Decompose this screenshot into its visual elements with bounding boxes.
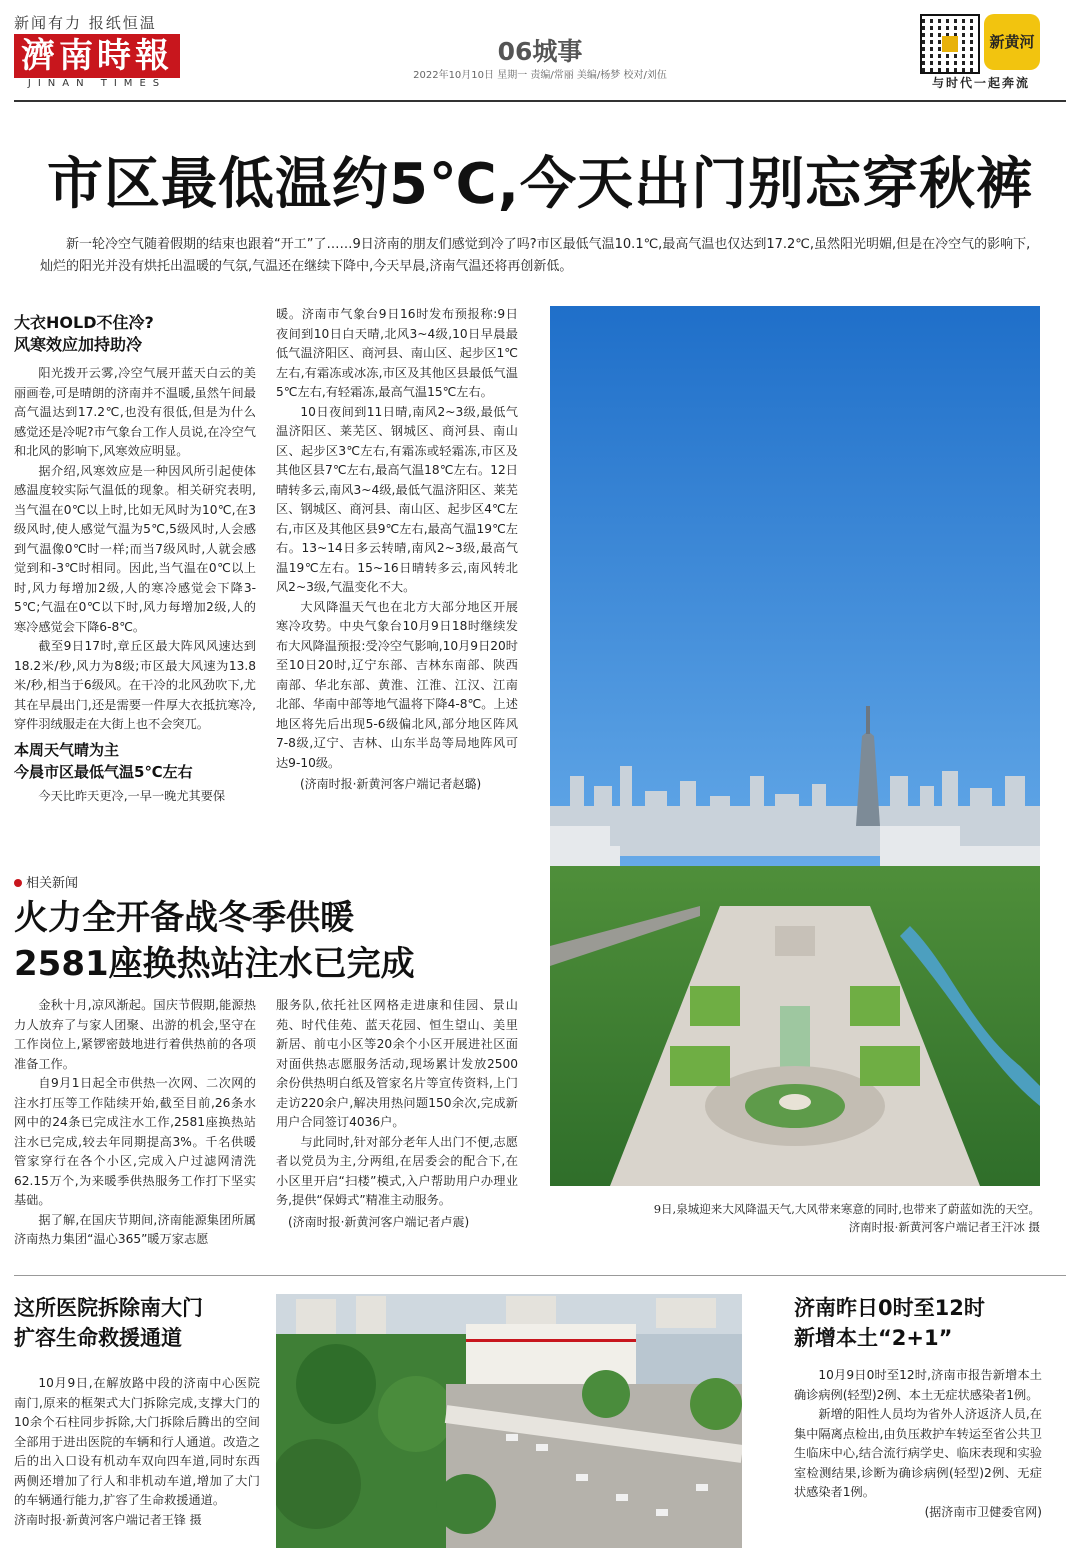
newspaper-logo: 濟南時報: [14, 34, 180, 78]
paragraph: 与此同时,针对部分老年人出门不便,志愿者以党员为主,分两组,在居委会的配合下,在小区里开启“扫楼”模式,入户帮助用户办理业务,提供“保姆式”精准主动服务。: [276, 1134, 518, 1207]
hospital-aerial-photo: [276, 1294, 742, 1548]
subhead-1: 大衣HOLD不住冷? 风寒效应加持助冷: [14, 313, 154, 354]
lead-column-2: [276, 305, 518, 792]
lead-column-1: [14, 312, 256, 806]
paragraph: 截至9日17时,章丘区最大阵风风速达到18.2米/秒,风力为8级;市区最大风速为13.8米/秒,相当于6级风。在干冷的北风劲吹下,尤其在早晨出门,还是需要一件厚大衣抵抗寒冷,穿件羽绒服走在大街上也不会突兀。: [14, 639, 256, 731]
masthead-slogan: 新闻有力 报纸恒温: [14, 14, 157, 32]
paragraph: 服务队,依托社区网格走进康和佳园、景山苑、时代佳苑、蓝天花园、恒生望山、美里新居、前屯小区等20余个小区开展进社区面对面供热志愿服务活动,现场累计发放2500余份供热明白纸及管家名片等宣传资料,上门走访220余户,解决用热问题150余次,完成新用户合同签订4036户。: [276, 998, 518, 1129]
paragraph: 暖。济南市气象台9日16时发布预报称:9日夜间到10日白天晴,北风3~4级,10日早晨最低气温济阳区、商河县、南山区、起步区1℃左右,有霜冻或冰冻,市区及其他区县最低气温5℃左右,有轻霜冻,最高气温15℃左右。: [276, 307, 518, 399]
red-dot-icon: [14, 879, 22, 887]
related-headline: 火力全开备战冬季供暖 2581座换热站注水已完成: [14, 898, 415, 984]
paragraph: 10日夜间到11日晴,南风2~3级,最低气温济阳区、莱芜区、钢城区、商河县、南山区、起步区3℃左右,有霜冻或轻霜冻,市区及其他区县7℃左右,最高气温18℃左右。12日晴转多云,南风3~4级,最低气温济阳区、莱芜区、钢城区、商河县、南山区、起步区4℃左右,市区及其他区县9℃左右,最高气温19℃左右。13~14日多云转晴,南风2~3级,最高气温19℃左右。15~16日晴转多云,南风转北风2~3级,气温变化不大。: [276, 404, 518, 594]
paragraph: 10月9日0时至12时,济南市报告新增本土确诊病例(轻型)2例、本土无症状感染者1例。: [794, 1368, 1042, 1402]
page-section-title: 06城事: [497, 37, 583, 66]
paragraph: 自9月1日起全市供热一次网、二次网的注水打压等工作陆续开始,截至目前,26条水网中的24条已完成注水工作,2581座换热站注水已完成,较去年同期提高3%。千名供暖管家穿行在各个小区,完成入户过滤网清洗62.15万个,为来暖季供热服务工作打下坚实基础。: [14, 1076, 256, 1207]
paragraph: 新增的阳性人员均为省外人济返济人员,在集中隔离点检出,由负压救护车转运至省公共卫生临床中心,结合流行病学史、临床表现和实验室检测结果,诊断为确诊病例(轻型)2例、无症状感染者1例。: [794, 1407, 1042, 1499]
newspaper-logo-en: JINAN TIMES: [27, 78, 167, 89]
partner-logo: 新黄河: [984, 14, 1040, 70]
hospital-credit: 济南时报·新黄河客户端记者王锋 摄: [14, 1512, 202, 1527]
city-aerial-photo: [550, 306, 1040, 1186]
paragraph: 大风降温天气也在北方大部分地区开展寒冷攻势。中央气象台10月9日18时继续发布大风降温预报:受冷空气影响,10月9日20时至10日20时,辽宁东部、吉林东南部、陕西南部、华北东部、黄淮、江淮、江汉、江南北部、华南中部等地气温将下降4-8℃。上述地区将先后出现5-6级偏北风,部分地区阵风7-8级,辽宁、吉林、山东半岛等局地阵风可达9-10级。: [276, 599, 518, 770]
lead-byline: (济南时报·新黄河客户端记者赵璐): [300, 777, 482, 791]
related-column-1: [14, 996, 256, 1250]
related-column-2: [276, 996, 518, 1230]
lead-lede: 新一轮冷空气随着假期的结束也跟着“开工”了……9日济南的朋友们感觉到冷了吗?市区最低气温10.1℃,最高气温也仅达到17.2℃,虽然阳光明媚,但是在冷空气的影响下,灿烂的阳光并没有烘托出温暖的气氛,气温还在继续下降中,今天早晨,济南气温还将再创新低。: [40, 237, 1031, 274]
paragraph: 据了解,在国庆节期间,济南能源集团所属济南热力集团“温心365”暖万家志愿: [14, 1212, 256, 1246]
paragraph: 金秋十月,凉风渐起。国庆节假期,能源热力人放弃了与家人团聚、出游的机会,坚守在工作岗位上,紧锣密鼓地进行着供热前的各项准备工作。: [14, 998, 256, 1071]
covid-source: (据济南市卫健委官网): [924, 1504, 1042, 1519]
covid-headline: 济南昨日0时至12时 新增本土“2+1”: [794, 1296, 985, 1350]
header-divider: [14, 100, 1066, 102]
photo-caption: 9日,泉城迎来大风降温天气,大风带来寒意的同时,也带来了蔚蓝如洗的天空。 济南时报·新黄河客户端记者王汗冰 摄: [550, 1200, 1040, 1236]
paragraph: 10月9日,在解放路中段的济南中心医院南门,原来的框架式大门拆除完成,支撑大门的10余个石柱同步拆除,大门拆除后腾出的空间全部用于进出医院的车辆和行人通道。改造之后的出入口设有机动车双向四车道,同时东西两侧还增加了行人和非机动车道,增加了大门的车辆通行能力,扩容了生命救援通道。: [14, 1376, 260, 1507]
related-byline: (济南时报·新黄河客户端记者卢震): [288, 1214, 470, 1229]
hospital-headline: 这所医院拆除南大门 扩容生命救援通道: [14, 1296, 203, 1350]
related-news-tag: 相关新闻: [14, 872, 78, 891]
subhead-2: 本周天气晴为主 今晨市区最低气温5℃左右: [14, 740, 193, 781]
lead-headline: 市区最低温约5℃,今天出门别忘穿秋裤: [46, 152, 1034, 217]
covid-body: [794, 1366, 1042, 1522]
paragraph: 阳光拨开云雾,冷空气展开蓝天白云的美丽画卷,可是晴朗的济南并不温暖,虽然午间最高气温达到17.2℃,也没有很低,但是为什么感觉还是冷呢?市气象台工作人员说,在冷空气和北风的影响下,风寒效应明显。: [14, 366, 256, 458]
page-meta: 2022年10月10日 星期一 责编/常丽 美编/杨梦 校对/刘伍: [413, 70, 667, 81]
photo-credit: 济南时报·新黄河客户端记者王汗冰 摄: [848, 1220, 1040, 1234]
hospital-body: [14, 1374, 260, 1530]
partner-tagline: 与时代一起奔流: [931, 76, 1030, 90]
section-divider: [14, 1275, 1066, 1276]
paragraph: 今天比昨天更冷,一早一晚尤其要保: [38, 788, 226, 803]
paragraph: 据介绍,风寒效应是一种因风所引起使体感温度较实际气温低的现象。相关研究表明,当气温在0℃以上时,比如无风时为10℃,在3级风时,使人感觉气温为5℃,5级风时,人会感到气温像0℃时一样;而当7级风时,人就会感觉到和-3℃时相同。因此,当气温在0℃以上时,风力每增加2级,人的寒冷感觉会下降3-5℃;气温在0℃以下时,风力每增加2级,人的寒冷感觉会下降6-8℃。: [14, 463, 256, 634]
qr-code-icon: [920, 14, 980, 74]
